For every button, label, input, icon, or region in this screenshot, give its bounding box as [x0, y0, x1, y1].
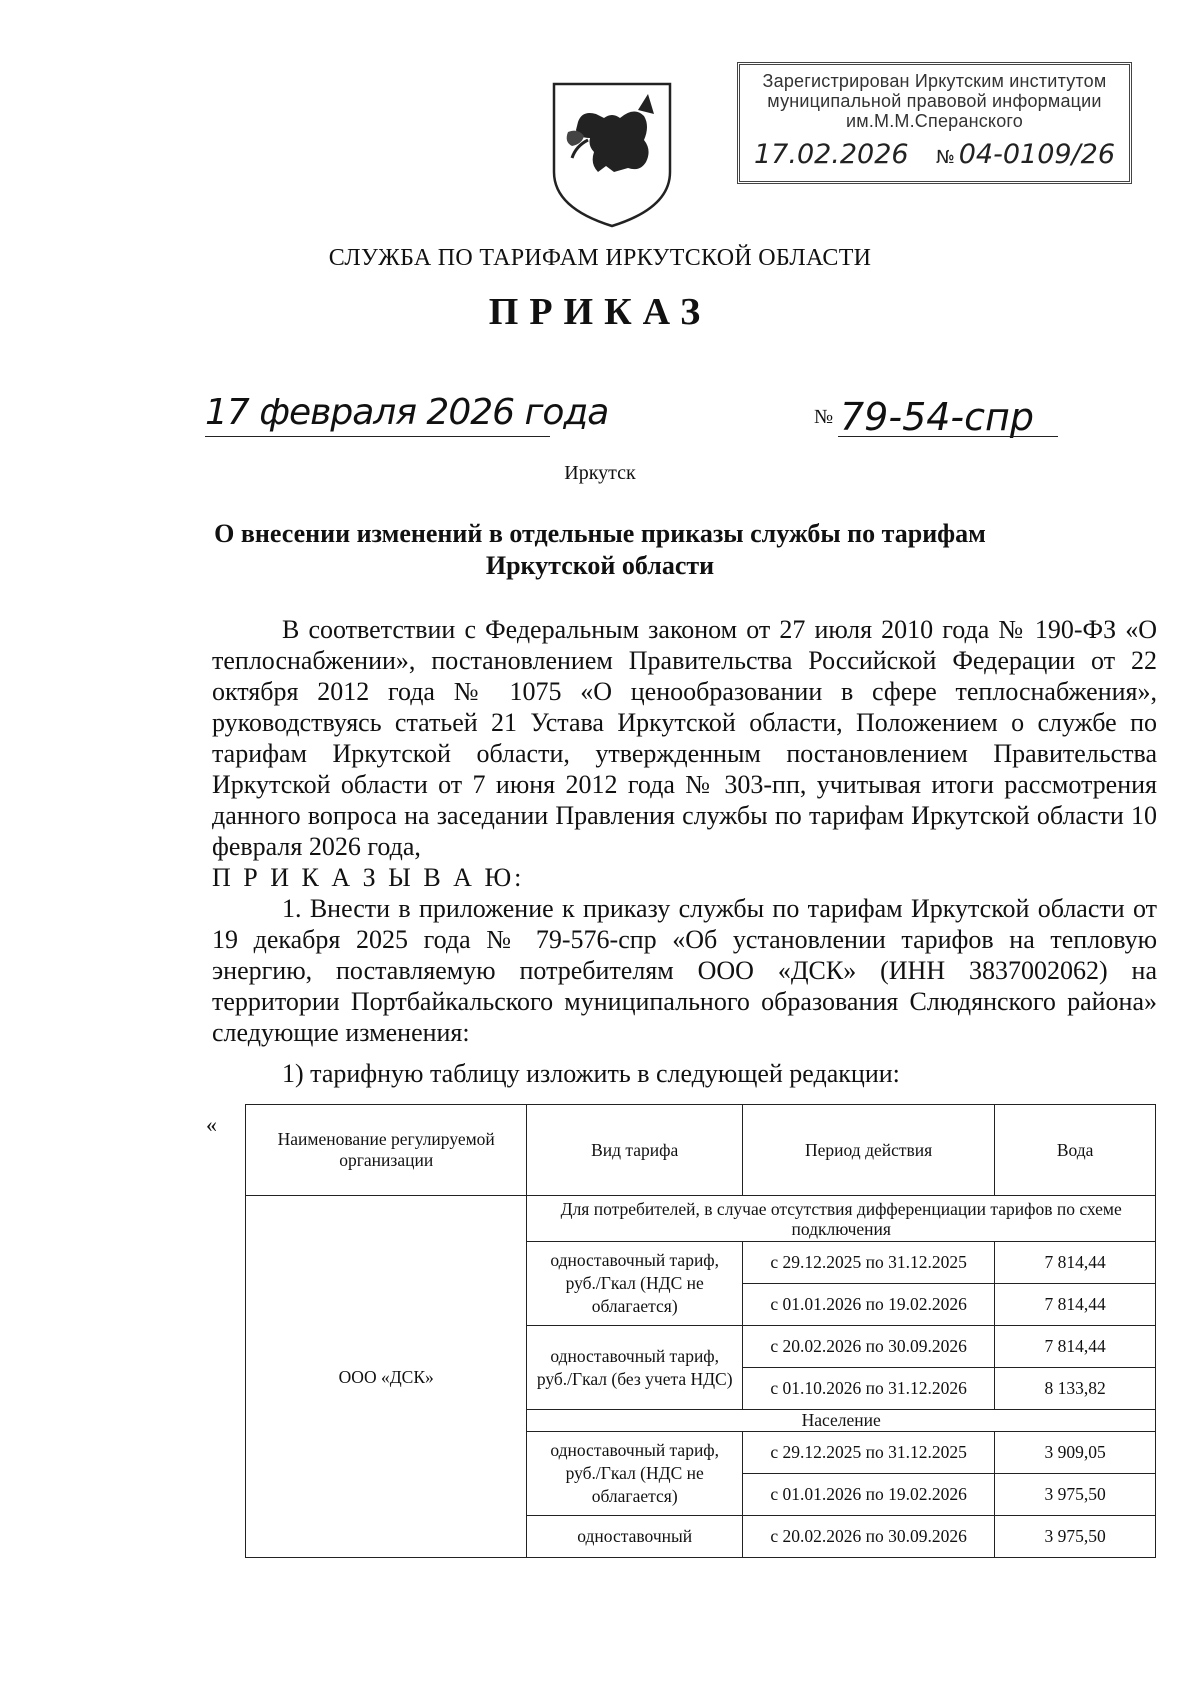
header-water: Вода — [995, 1105, 1156, 1196]
value-cell: 8 133,82 — [995, 1368, 1156, 1410]
body-paragraph-3: 1) тарифную таблицу изложить в следующей редакции: — [282, 1059, 900, 1088]
value-cell: 7 814,44 — [995, 1242, 1156, 1284]
order-date: 17 февраля 2026 года — [205, 392, 609, 433]
registration-stamp — [737, 62, 1132, 184]
stamp-number: 04-0109/26 — [958, 139, 1115, 170]
header-tariff-type: Вид тарифа — [527, 1105, 743, 1196]
period-cell: с 01.10.2026 по 31.12.2026 — [742, 1368, 994, 1410]
tariff-type-cell: одноставочный тариф, руб./Гкал (без учета НДС) — [527, 1326, 743, 1410]
doc-title: ПРИКАЗ — [488, 291, 712, 333]
irkutsk-coat-of-arms-icon — [548, 80, 676, 230]
quote-open: « — [206, 1112, 217, 1137]
number-underline — [838, 436, 1058, 437]
city: Иркутск — [564, 462, 636, 484]
value-cell: 7 814,44 — [995, 1284, 1156, 1326]
value-cell: 7 814,44 — [995, 1326, 1156, 1368]
period-cell: с 20.02.2026 по 30.09.2026 — [742, 1516, 994, 1558]
stamp-line-3: им.М.М.Сперанского — [845, 111, 1023, 131]
tariff-table — [245, 1104, 1156, 1558]
stamp-line-2: муниципальной правовой информации — [767, 91, 1102, 111]
body-paragraph-1: В соответствии с Федеральным законом от 27 июля 2010 года № 190-ФЗ «О теплоснабжении», постановлением Правительства Российской Федерации от 22 октября 2012 года № 1075 «О ценообразовании в сфере теплоснабжения», руководствуясь статьей 21 Устава Иркутской области, Положением о службе по тарифам Иркутской области, утвержденным постановлением Правительства Иркутской области от 7 июня 2012 года № 303-пп, учитывая итоги рассмотрения данного вопроса на заседании Правления службы по тарифам Иркутской области 10 февраля 2026 года, — [212, 615, 1157, 861]
header-organization: Наименование регулируемой организации — [246, 1105, 527, 1196]
group-label-population: Население — [527, 1410, 1156, 1432]
subject — [0, 518, 1200, 582]
stamp-date: 17.02.2026 — [754, 139, 909, 170]
stamp-line-1: Зарегистрирован Иркутским институтом — [762, 71, 1107, 91]
subject-line-1: О внесении изменений в отдельные приказы службы по тарифам — [214, 519, 986, 548]
date-underline — [205, 436, 550, 437]
table-row — [246, 1196, 1156, 1242]
service-name: СЛУЖБА ПО ТАРИФАМ ИРКУТСКОЙ ОБЛАСТИ — [328, 245, 872, 271]
order-number-sign: № — [814, 406, 834, 428]
header-period: Период действия — [742, 1105, 994, 1196]
value-cell: 3 975,50 — [995, 1474, 1156, 1516]
subject-line-2: Иркутской области — [485, 551, 715, 580]
order-number: 79-54-спр — [840, 395, 1034, 439]
tariff-type-cell: одноставочный тариф, руб./Гкал (НДС не облагается) — [527, 1242, 743, 1326]
period-cell: с 01.01.2026 по 19.02.2026 — [742, 1474, 994, 1516]
value-cell: 3 975,50 — [995, 1516, 1156, 1558]
order-word: П Р И К А З Ы В А Ю: — [212, 863, 525, 892]
group-label-consumers: Для потребителей, в случае отсутствия дифференциации тарифов по схеме подключения — [527, 1196, 1156, 1242]
tariff-type-cell: одноставочный — [527, 1516, 743, 1558]
period-cell: с 20.02.2026 по 30.09.2026 — [742, 1326, 994, 1368]
stamp-number-sign: № — [936, 147, 955, 168]
period-cell: с 01.01.2026 по 19.02.2026 — [742, 1284, 994, 1326]
value-cell: 3 909,05 — [995, 1432, 1156, 1474]
table-header-row — [246, 1105, 1156, 1196]
body-paragraph-2: 1. Внести в приложение к приказу службы по тарифам Иркутской области от 19 декабря 2025 года № 79-576-спр «Об установлении тарифов на тепловую энергию, поставляемую потребителям ООО «ДСК» (ИНН 3837002062) на территории Портбайкальского муниципального образования Слюдянского района» следующие изменения: — [212, 894, 1157, 1047]
tariff-type-cell: одноставочный тариф, руб./Гкал (НДС не облагается) — [527, 1432, 743, 1516]
period-cell: с 29.12.2025 по 31.12.2025 — [742, 1242, 994, 1284]
period-cell: с 29.12.2025 по 31.12.2025 — [742, 1432, 994, 1474]
organization-cell: ООО «ДСК» — [246, 1196, 527, 1558]
